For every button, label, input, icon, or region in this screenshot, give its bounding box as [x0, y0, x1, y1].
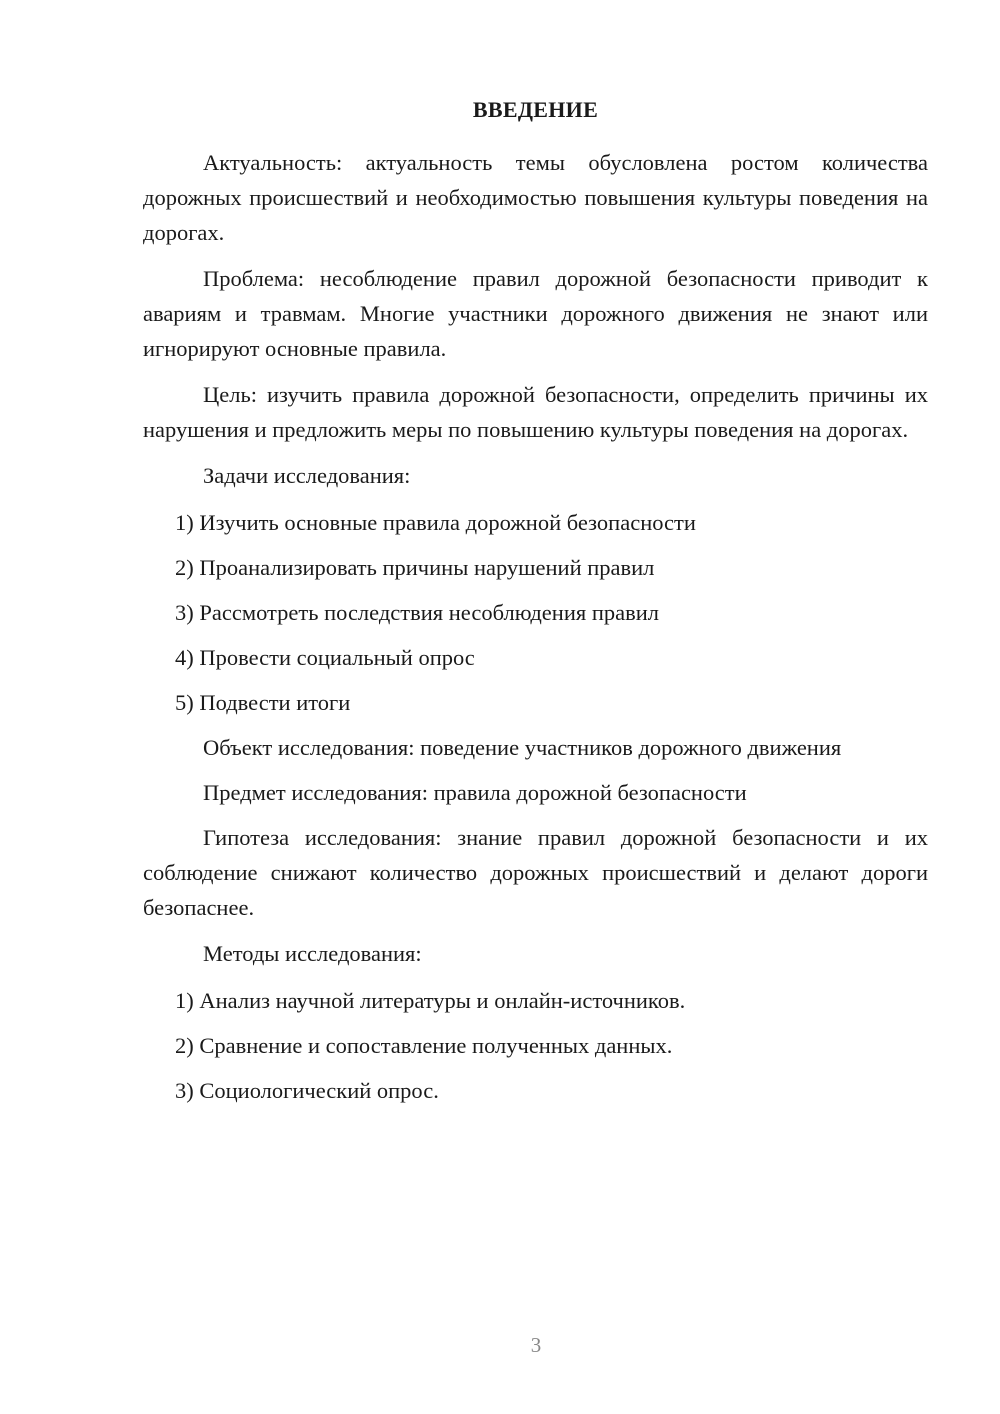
- object-line: Объект исследования: поведение участников дорожного движения: [203, 735, 842, 760]
- tasks-heading: Задачи исследования:: [203, 463, 411, 488]
- list-item: 1) Изучить основные правила дорожной безопасности: [175, 510, 696, 535]
- list-item: 3) Рассмотреть последствия несоблюдения правил: [175, 600, 660, 625]
- list-item: 3) Социологический опрос.: [175, 1078, 439, 1103]
- page-number: 3: [530, 1333, 542, 1357]
- list-item: 1) Анализ научной литературы и онлайн-источников.: [175, 988, 686, 1013]
- list-item: 2) Сравнение и сопоставление полученных данных.: [175, 1033, 673, 1058]
- goal-paragraph: Цель: изучить правила дорожной безопасности, определить причины их нарушения и предложить меры по повышению культуры поведения на дорогах.: [143, 382, 928, 442]
- methods-heading: Методы исследования:: [203, 941, 422, 966]
- relevance-paragraph: Актуальность: актуальность темы обусловлена ростом количества дорожных происшествий и необходимостью повышения культуры поведения на дорогах.: [143, 150, 928, 245]
- list-item: 5) Подвести итоги: [175, 690, 351, 715]
- subject-line: Предмет исследования: правила дорожной безопасности: [203, 780, 747, 805]
- list-item: 4) Провести социальный опрос: [175, 645, 475, 670]
- list-item: 2) Проанализировать причины нарушений правил: [175, 555, 655, 580]
- section-heading: ВВЕДЕНИЕ: [472, 97, 599, 122]
- hypothesis-paragraph: Гипотеза исследования: знание правил дорожной безопасности и их соблюдение снижают количество дорожных происшествий и делают дороги безопаснее.: [143, 825, 928, 920]
- problem-paragraph: Проблема: несоблюдение правил дорожной безопасности приводит к авариям и травмам. Многие участники дорожного движения не знают или игнорируют основные правила.: [143, 266, 928, 361]
- document-page: [143, 92, 928, 1118]
